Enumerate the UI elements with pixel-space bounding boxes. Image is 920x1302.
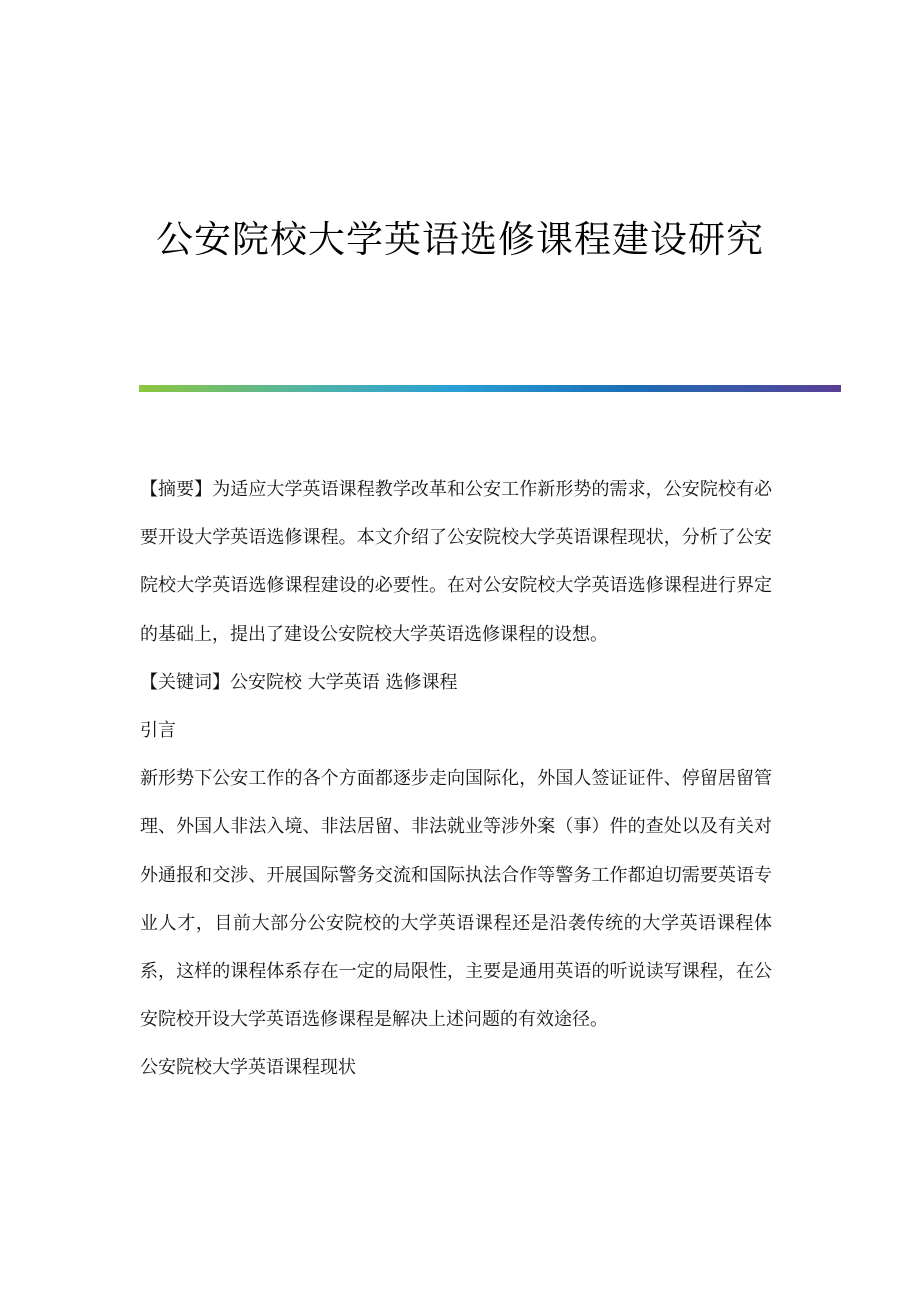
title-divider [139,385,841,392]
intro-heading: 引言 [140,720,176,742]
abstract-paragraph: 【摘要】为适应大学英语课程教学改革和公安工作新形势的需求，公安院校有必要开设大学英语选修课程。本文介绍了公安院校大学英语课程现状，分析了公安院校大学英语选修课程建设的必要性。在对公安院校大学英语选修课程进行界定的基础上，提出了建设公安院校大学英语选修课程的设想。 [140,479,772,645]
document-body [140,466,772,1093]
keywords-line: 【关键词】公安院校 大学英语 选修课程 [140,671,458,693]
section-heading: 公安院校大学英语课程现状 [140,1057,356,1079]
intro-paragraph: 新形势下公安工作的各个方面都逐步走向国际化，外国人签证证件、停留居留管理、外国人非法入境、非法居留、非法就业等涉外案（事）件的查处以及有关对外通报和交涉、开展国际警务交流和国际执法合作等警务工作都迫切需要英语专业人才，目前大部分公安院校的大学英语课程还是沿袭传统的大学英语课程体系，这样的课程体系存在一定的局限性，主要是通用英语的听说读写课程，在公安院校开设大学英语选修课程是解决上述问题的有效途径。 [140,768,772,1031]
document-title: 公安院校大学英语选修课程建设研究 [156,218,764,261]
